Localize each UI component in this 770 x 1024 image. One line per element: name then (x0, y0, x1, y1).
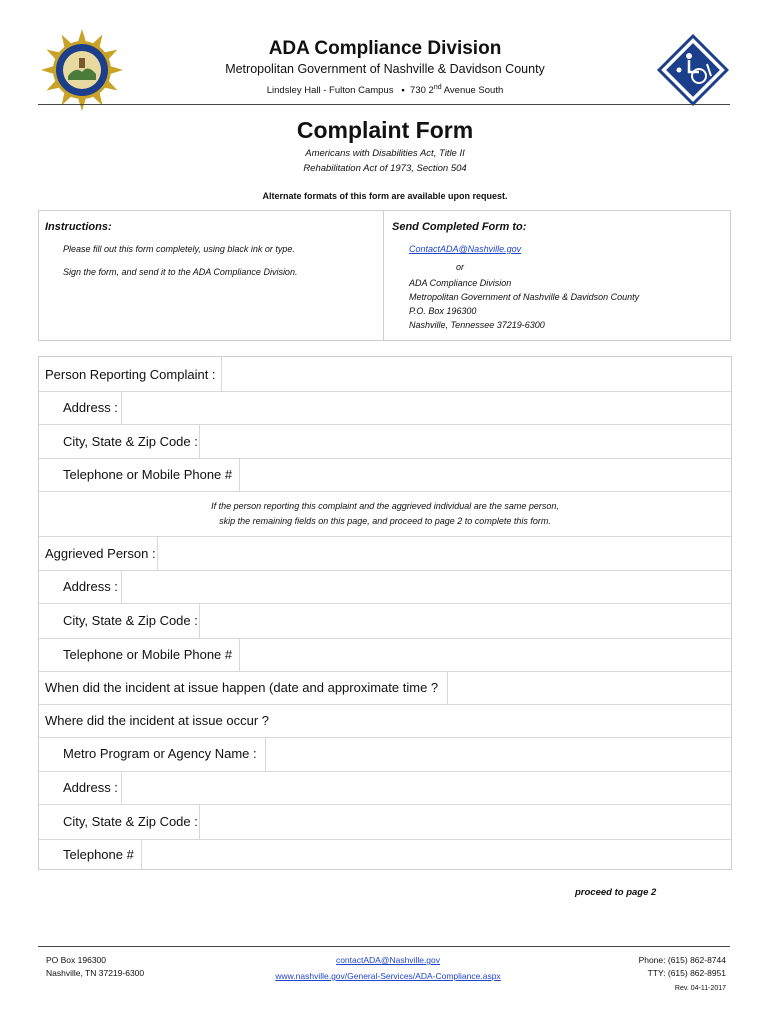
instructions-box (38, 210, 731, 341)
footer-tty: TTY: (615) 862-8951 (647, 968, 726, 978)
aggrieved-address-label: Address : (63, 579, 118, 594)
reporter-phone-label: Telephone or Mobile Phone # (63, 467, 233, 482)
mailing-address (409, 276, 639, 332)
street-number: 730 2 (410, 85, 434, 97)
government-subtitle: Metropolitan Government of Nashville & Davidson County (225, 62, 545, 76)
instruction-line-2: Sign the form, and send it to the ADA Compliance Division. (63, 267, 298, 277)
agency-phone-label: Telephone # (63, 847, 134, 862)
reporter-label: Person Reporting Complaint : (45, 367, 216, 382)
when-row (39, 672, 731, 705)
footer-phone: Phone: (615) 862-8744 (638, 955, 726, 965)
aggrieved-phone-input[interactable] (240, 639, 731, 671)
agency-input[interactable] (266, 738, 731, 771)
or-text: or (456, 262, 465, 272)
footer-divider (38, 946, 730, 947)
note-line-2: skip the remaining fields on this page, and proceed to page 2 to complete this form. (219, 516, 551, 526)
bullet-separator: ▪ (401, 85, 405, 97)
reporter-city-label: City, State & Zip Code : (63, 434, 198, 449)
address-line-4: Nashville, Tennessee 37219-6300 (409, 320, 545, 330)
reporter-row (39, 357, 731, 392)
alternate-formats-note: Alternate formats of this form are available upon request. (262, 191, 508, 201)
reporter-input[interactable] (222, 357, 731, 391)
act-line-1: Americans with Disabilities Act, Title II (305, 148, 465, 159)
contact-email-link[interactable]: ContactADA@Nashville.gov (409, 244, 522, 254)
agency-address-row (39, 772, 731, 805)
form-acts (0, 146, 770, 176)
campus-name: Lindsley Hall - Fulton Campus (266, 85, 394, 97)
aggrieved-address-input[interactable] (122, 571, 731, 603)
address-line-3: P.O. Box 196300 (409, 306, 477, 316)
send-to-heading: Send Completed Form to: (392, 221, 527, 233)
agency-label: Metro Program or Agency Name : (63, 746, 257, 761)
note-line-1: If the person reporting this complaint and the aggrieved individual are the same person, (211, 501, 559, 511)
reporter-address-label: Address : (63, 400, 118, 415)
form-title: Complaint Form (296, 117, 474, 143)
reporter-city-row (39, 425, 731, 459)
act-line-2: Rehabilitation Act of 1973, Section 504 (303, 163, 467, 174)
footer-links (190, 954, 586, 983)
reporter-address-row (39, 392, 731, 425)
address-line-2: Metropolitan Government of Nashville & Davidson County (409, 292, 640, 302)
aggrieved-city-row (39, 604, 731, 639)
when-input[interactable] (448, 672, 731, 704)
footer-website-link[interactable]: www.nashville.gov/General-Services/ADA-Compliance.aspx (275, 971, 501, 981)
agency-address-label: Address : (63, 780, 118, 795)
reporter-phone-input[interactable] (240, 459, 731, 491)
instruction-line-1: Please fill out this form completely, using black ink or type. (63, 244, 295, 254)
where-row (39, 705, 731, 738)
ordinal-suffix: nd (433, 84, 442, 91)
complaint-form-table (38, 356, 732, 870)
aggrieved-label: Aggrieved Person : (45, 546, 156, 561)
reporter-address-input[interactable] (122, 392, 731, 424)
agency-city-input[interactable] (200, 805, 731, 839)
aggrieved-city-label: City, State & Zip Code : (63, 613, 198, 628)
agency-row (39, 738, 731, 772)
aggrieved-phone-label: Telephone or Mobile Phone # (63, 647, 233, 662)
footer-email-link[interactable]: contactADA@Nashville.gov (335, 955, 441, 965)
aggrieved-phone-row (39, 639, 731, 672)
agency-address-input[interactable] (122, 772, 731, 804)
agency-phone-row (39, 840, 731, 869)
proceed-to-page-2: proceed to page 2 (575, 887, 657, 898)
campus-address (0, 84, 770, 96)
same-person-note-row (39, 492, 731, 537)
footer-city-line: Nashville, TN 37219-6300 (46, 968, 145, 978)
street-name: Avenue South (441, 85, 504, 97)
same-person-note (39, 499, 731, 529)
where-label: Where did the incident at issue occur ? (45, 713, 270, 728)
aggrieved-row (39, 537, 731, 571)
agency-phone-input[interactable] (142, 840, 731, 869)
aggrieved-input[interactable] (158, 537, 731, 570)
header-divider (38, 104, 730, 105)
footer-po-box (46, 954, 144, 980)
footer-phones (560, 954, 726, 980)
reporter-phone-row (39, 459, 731, 492)
agency-city-row (39, 805, 731, 840)
agency-city-label: City, State & Zip Code : (63, 814, 198, 829)
address-line-1: ADA Compliance Division (409, 278, 512, 288)
aggrieved-city-input[interactable] (200, 604, 731, 638)
revision-date: Rev. 04-11-2017 (674, 985, 726, 992)
reporter-city-input[interactable] (200, 425, 731, 458)
aggrieved-address-row (39, 571, 731, 604)
when-label: When did the incident at issue happen (date and approximate time ? (45, 680, 439, 695)
footer-po-box-line: PO Box 196300 (46, 955, 107, 965)
instructions-divider (383, 211, 384, 340)
instructions-heading: Instructions: (45, 221, 112, 233)
division-title: ADA Compliance Division (268, 38, 502, 59)
